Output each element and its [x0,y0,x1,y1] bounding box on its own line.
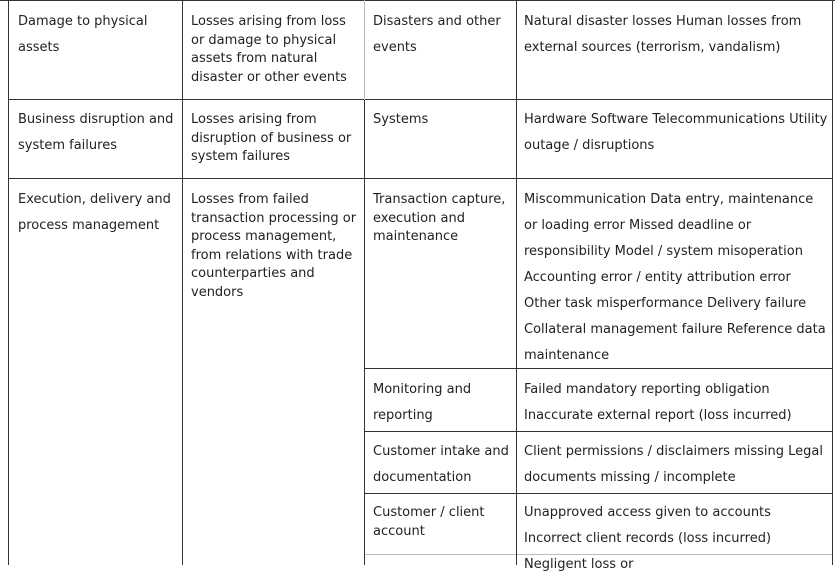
examples-cell: Miscommunication Data entry, maintenance or loading error Missed deadline or responsibility Model / system misoperation Accounting error / entity attribution error Other task misperformance Delivery failure Collateral management failure Reference data maintenance [524,192,826,363]
examples-cell: Failed mandatory reporting obligation Inaccurate external report (loss incurred) [524,382,792,423]
column-divider [364,100,365,565]
row-divider [8,99,833,100]
event-type-cell: Business disruption and system failures [18,112,174,153]
sub-category-cell: Monitoring and reporting [373,382,472,423]
sub-category-cell: Customer intake and documentation [373,444,509,485]
table-row [0,100,835,178]
sub-category-cell: Disasters and other events [373,14,501,55]
column-divider [832,0,833,565]
row-divider [364,368,833,369]
examples-cell: Natural disaster losses Human losses from external sources (terrorism, vandalism) [524,14,802,55]
column-divider [516,0,517,565]
examples-cell: Hardware Software Telecommunications Utility outage / disruptions [524,112,828,153]
sub-category-cell: Systems [373,112,429,127]
row-divider [364,431,833,432]
sub-category-cell: Transaction capture, execution and maintenance [373,192,506,244]
examples-cell: Client permissions / disclaimers missing Legal documents missing / incomplete [524,444,823,485]
event-type-cell: Execution, delivery and process management [18,192,171,233]
column-divider [8,0,9,565]
row-divider [364,493,833,494]
event-type-cell: Damage to physical assets [18,14,148,55]
definition-cell: Losses arising from loss or damage to physical assets from natural disaster or other events [191,14,347,85]
row-divider [8,178,833,179]
column-divider [364,0,365,100]
row-divider [364,554,833,555]
row-divider [0,0,835,1]
column-divider [182,0,183,565]
examples-cell: Unapproved access given to accounts Incorrect client records (loss incurred) Negligent loss or [524,505,772,572]
sub-category-cell: Customer / client account [373,505,485,539]
table-row [0,178,835,572]
definition-cell: Losses from failed transaction processing or process management, from relations with trade counterparties and vendors [191,192,357,300]
definition-cell: Losses arising from disruption of business or system failures [191,112,352,164]
table-row [0,0,835,100]
